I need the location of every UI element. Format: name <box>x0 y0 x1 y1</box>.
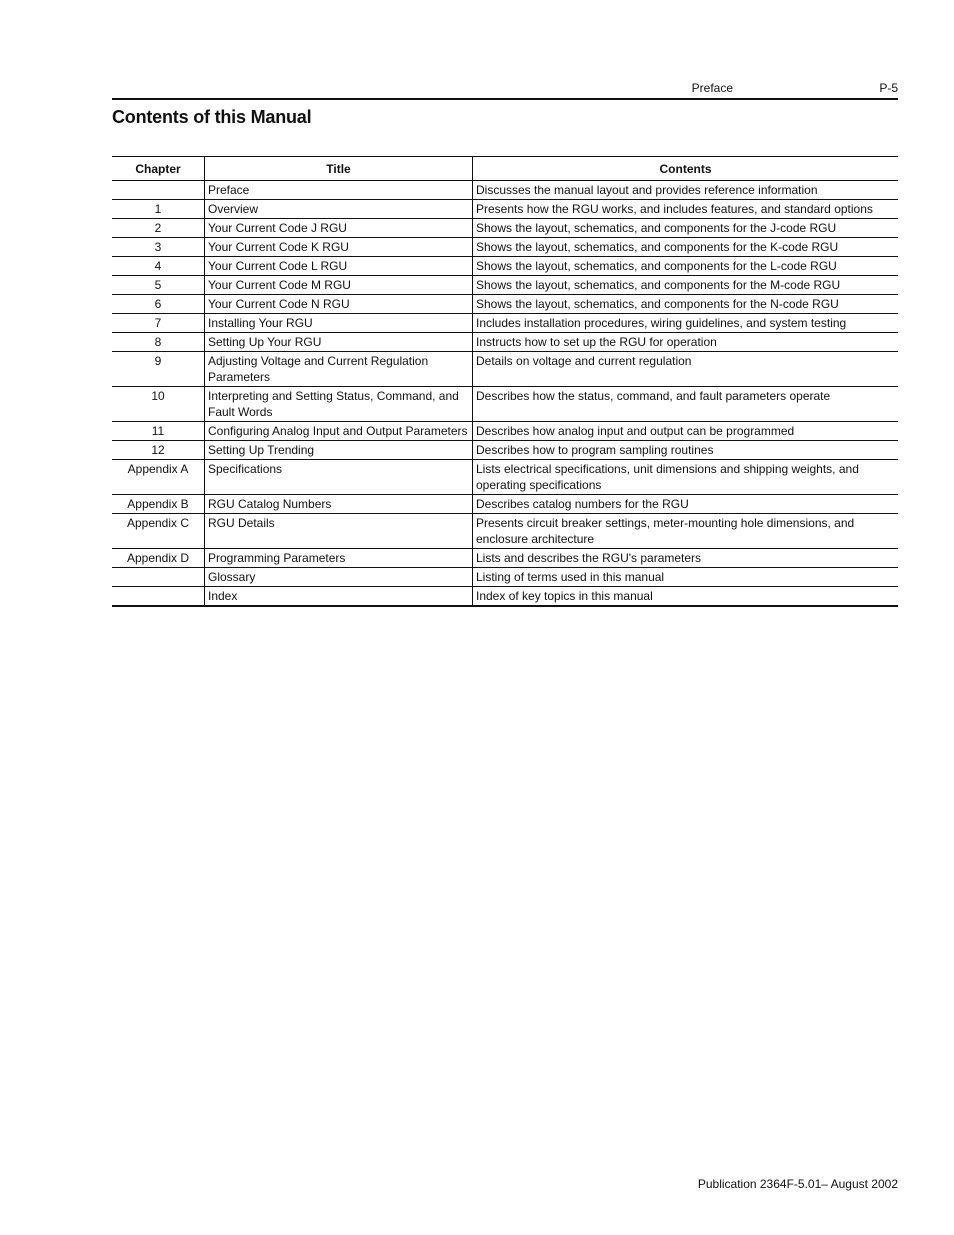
table-body <box>112 181 898 607</box>
column-header-chapter: Chapter <box>112 157 205 181</box>
title-cell: Preface <box>205 181 473 200</box>
title-cell: Overview <box>205 200 473 219</box>
contents-cell: Describes how to program sampling routines <box>473 441 899 460</box>
title-cell: Setting Up Your RGU <box>205 333 473 352</box>
contents-cell: Describes how the status, command, and fault parameters operate <box>473 387 899 422</box>
chapter-cell <box>112 181 205 200</box>
contents-cell: Discusses the manual layout and provides reference information <box>473 181 899 200</box>
running-header <box>112 80 898 100</box>
page-title: Contents of this Manual <box>112 107 312 127</box>
title-cell: Configuring Analog Input and Output Parameters <box>205 422 473 441</box>
contents-table <box>112 156 898 607</box>
contents-cell: Presents how the RGU works, and includes features, and standard options <box>473 200 899 219</box>
title-cell: Index <box>205 587 473 607</box>
contents-cell: Lists electrical specifications, unit dimensions and shipping weights, and operating specifications <box>473 460 899 495</box>
table-row <box>112 549 898 568</box>
contents-cell: Shows the layout, schematics, and components for the K-code RGU <box>473 238 899 257</box>
table-row <box>112 514 898 549</box>
publication-footer: Publication 2364F-5.01– August 2002 <box>697 1177 898 1191</box>
contents-cell: Details on voltage and current regulation <box>473 352 899 387</box>
chapter-cell: 9 <box>112 352 205 387</box>
table-header-row <box>112 157 898 181</box>
header-page-number: P-5 <box>879 81 898 95</box>
contents-cell: Shows the layout, schematics, and components for the M-code RGU <box>473 276 899 295</box>
contents-cell: Listing of terms used in this manual <box>473 568 899 587</box>
table-row <box>112 238 898 257</box>
title-cell: Your Current Code K RGU <box>205 238 473 257</box>
contents-cell: Lists and describes the RGU's parameters <box>473 549 899 568</box>
chapter-cell: 11 <box>112 422 205 441</box>
chapter-cell <box>112 587 205 607</box>
chapter-cell: Appendix B <box>112 495 205 514</box>
chapter-cell: Appendix D <box>112 549 205 568</box>
title-cell: Your Current Code N RGU <box>205 295 473 314</box>
table-row <box>112 314 898 333</box>
title-cell: Programming Parameters <box>205 549 473 568</box>
column-header-contents: Contents <box>473 157 899 181</box>
chapter-cell: 6 <box>112 295 205 314</box>
chapter-cell: 10 <box>112 387 205 422</box>
table-row <box>112 181 898 200</box>
chapter-cell: 5 <box>112 276 205 295</box>
table-row <box>112 387 898 422</box>
table-row <box>112 333 898 352</box>
title-cell: Your Current Code L RGU <box>205 257 473 276</box>
table-row <box>112 460 898 495</box>
table-row <box>112 587 898 607</box>
table-row <box>112 441 898 460</box>
title-cell: Your Current Code J RGU <box>205 219 473 238</box>
title-cell: Interpreting and Setting Status, Command, and Fault Words <box>205 387 473 422</box>
chapter-cell: 7 <box>112 314 205 333</box>
table-row <box>112 200 898 219</box>
contents-cell: Describes catalog numbers for the RGU <box>473 495 899 514</box>
contents-cell: Presents circuit breaker settings, meter-mounting hole dimensions, and enclosure architecture <box>473 514 899 549</box>
title-cell: RGU Details <box>205 514 473 549</box>
table-row <box>112 422 898 441</box>
chapter-cell: 12 <box>112 441 205 460</box>
table-row <box>112 276 898 295</box>
contents-cell: Shows the layout, schematics, and components for the N-code RGU <box>473 295 899 314</box>
title-cell: Adjusting Voltage and Current Regulation Parameters <box>205 352 473 387</box>
table-row <box>112 257 898 276</box>
title-cell: Specifications <box>205 460 473 495</box>
table-row <box>112 495 898 514</box>
contents-cell: Describes how analog input and output can be programmed <box>473 422 899 441</box>
table-row <box>112 352 898 387</box>
table-row <box>112 219 898 238</box>
chapter-cell: 1 <box>112 200 205 219</box>
contents-cell: Index of key topics in this manual <box>473 587 899 607</box>
chapter-cell: 8 <box>112 333 205 352</box>
chapter-cell: Appendix A <box>112 460 205 495</box>
chapter-cell: 2 <box>112 219 205 238</box>
contents-cell: Instructs how to set up the RGU for operation <box>473 333 899 352</box>
table-row <box>112 568 898 587</box>
chapter-cell: 3 <box>112 238 205 257</box>
column-header-title: Title <box>205 157 473 181</box>
chapter-cell: 4 <box>112 257 205 276</box>
contents-cell: Shows the layout, schematics, and components for the J-code RGU <box>473 219 899 238</box>
header-section-name: Preface <box>691 81 733 95</box>
title-cell: Glossary <box>205 568 473 587</box>
title-cell: Installing Your RGU <box>205 314 473 333</box>
contents-cell: Includes installation procedures, wiring guidelines, and system testing <box>473 314 899 333</box>
title-cell: Your Current Code M RGU <box>205 276 473 295</box>
contents-cell: Shows the layout, schematics, and components for the L-code RGU <box>473 257 899 276</box>
chapter-cell <box>112 568 205 587</box>
table-row <box>112 295 898 314</box>
chapter-cell: Appendix C <box>112 514 205 549</box>
title-cell: RGU Catalog Numbers <box>205 495 473 514</box>
title-cell: Setting Up Trending <box>205 441 473 460</box>
